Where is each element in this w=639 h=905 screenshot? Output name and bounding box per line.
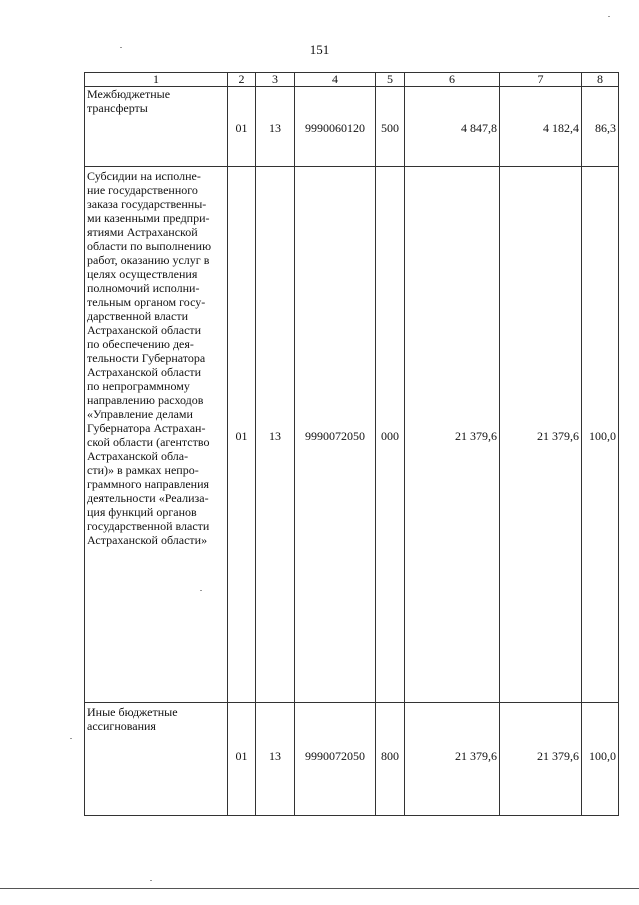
row-expense-type: 000 (376, 167, 405, 703)
row-plan-amount: 21 379,6 (405, 167, 500, 703)
row-expense-type: 800 (376, 703, 405, 816)
row-section-code: 01 (228, 87, 256, 167)
row-target-code: 9990060120 (295, 87, 376, 167)
row-actual-amount: 21 379,6 (500, 703, 582, 816)
row-description: Иные бюджетные ассигнования (85, 703, 228, 816)
row-section-code: 01 (228, 703, 256, 816)
header-cell: 8 (582, 73, 619, 87)
header-cell: 6 (405, 73, 500, 87)
row-section-code: 01 (228, 167, 256, 703)
header-cell: 7 (500, 73, 582, 87)
row-target-code: 9990072050 (295, 167, 376, 703)
row-description: Субсидии на исполне- ние государственного заказа государственны- ми казенными предпри- ятиями Астраханской области по выполнению работ, оказанию услуг в целях осуществления полномочий исполни- тельным органом госу- дарственной власти Астраханской области по обеспечению дея- тельности Губернатора Астраханской области по непрограммному направлению расходов «Управление делами Губернатора Астрахан- ской области (агентство Астраханской обла- сти)» в рамках непро- граммного направления деятельности «Реализа- ция функций органов государственной власти Астраханской области» (85, 167, 228, 703)
scan-speck (200, 590, 202, 591)
header-cell: 4 (295, 73, 376, 87)
row-plan-amount: 4 847,8 (405, 87, 500, 167)
row-expense-type: 500 (376, 87, 405, 167)
scan-speck (608, 16, 610, 17)
scan-speck (150, 880, 152, 881)
budget-table (84, 72, 619, 816)
table-row (85, 703, 619, 816)
row-description: Межбюджетные трансферты (85, 87, 228, 167)
row-subsection-code: 13 (256, 87, 295, 167)
page-number: 151 (309, 42, 330, 57)
table-header-row (85, 73, 619, 87)
table-row (85, 167, 619, 703)
row-percent: 100,0 (582, 167, 619, 703)
row-subsection-code: 13 (256, 703, 295, 816)
header-cell: 2 (228, 73, 256, 87)
row-plan-amount: 21 379,6 (405, 703, 500, 816)
row-target-code: 9990072050 (295, 703, 376, 816)
scan-speck (70, 738, 72, 739)
row-actual-amount: 21 379,6 (500, 167, 582, 703)
header-cell: 5 (376, 73, 405, 87)
header-cell: 1 (85, 73, 228, 87)
row-actual-amount: 4 182,4 (500, 87, 582, 167)
header-cell: 3 (256, 73, 295, 87)
scan-speck (120, 47, 122, 48)
row-percent: 100,0 (582, 703, 619, 816)
table-row (85, 87, 619, 167)
page-bottom-edge (0, 888, 639, 889)
row-percent: 86,3 (582, 87, 619, 167)
row-subsection-code: 13 (256, 167, 295, 703)
